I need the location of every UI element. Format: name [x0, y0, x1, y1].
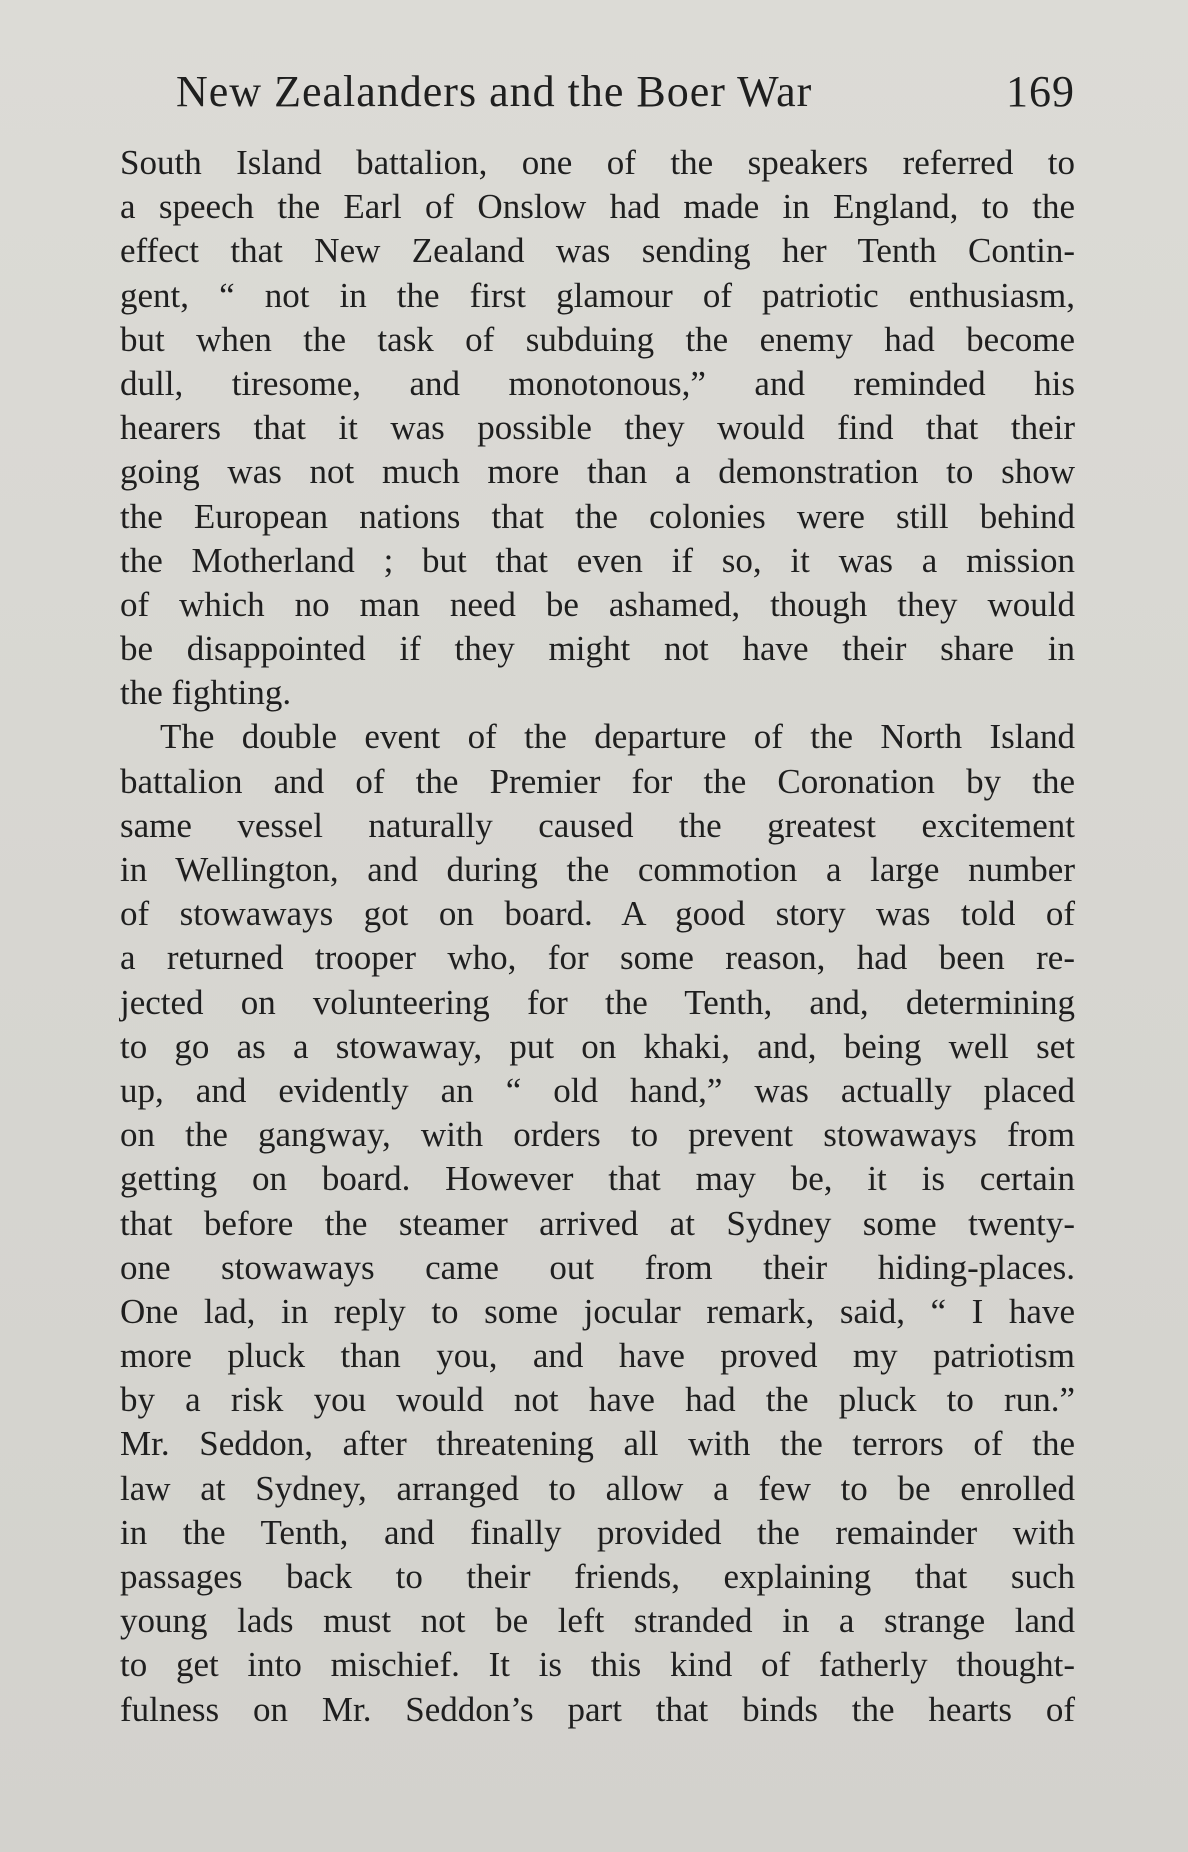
text-line: of which no man need be ashamed, though they would	[120, 584, 1075, 624]
text-line: a returned trooper who, for some reason, had been re-	[120, 938, 1075, 978]
text-line: battalion and of the Premier for the Coronation by the	[120, 761, 1075, 801]
text-line: the Motherland ; but that even if so, it was a mission	[120, 540, 1075, 580]
text-line: getting on board. However that may be, it is certain	[120, 1159, 1075, 1199]
text-line: a speech the Earl of Onslow had made in England, to the	[120, 187, 1075, 227]
text-line: by a risk you would not have had the pluck to run.”	[120, 1380, 1075, 1420]
text-line: in Wellington, and during the commotion a large number	[120, 850, 1075, 889]
paragraph-2	[120, 715, 1075, 1731]
text-line: passages back to their friends, explaining that such	[120, 1557, 1075, 1596]
text-line: fulness on Mr. Seddon’s part that binds the hearts of	[120, 1689, 1075, 1729]
running-title: New Zealanders and the Boer War	[176, 67, 813, 116]
text-line: to go as a stowaway, put on khaki, and, being well set	[120, 1026, 1075, 1066]
text-line: dull, tiresome, and monotonous,” and reminded his	[120, 363, 1075, 403]
text-line: of stowaways got on board. A good story was told of	[120, 894, 1075, 934]
text-line: but when the task of subduing the enemy had become	[120, 319, 1075, 359]
text-line: jected on volunteering for the Tenth, and, determining	[120, 982, 1075, 1022]
text-line: hearers that it was possible they would find that their	[120, 408, 1075, 448]
text-line: same vessel naturally caused the greatest excitement	[120, 805, 1075, 845]
text-line: the European nations that the colonies were still behind	[120, 496, 1075, 536]
text-line: The double event of the departure of the North Island	[160, 717, 1075, 757]
text-line: on the gangway, with orders to prevent stowaways from	[120, 1115, 1075, 1155]
text-line: young lads must not be left stranded in a strange land	[120, 1601, 1075, 1641]
page-number: 169	[1006, 67, 1075, 116]
text-line: one stowaways came out from their hiding-places.	[120, 1247, 1075, 1287]
paragraph-1	[120, 141, 1075, 715]
body-text	[120, 141, 1075, 1732]
text-line: effect that New Zealand was sending her Tenth Contin-	[120, 231, 1075, 271]
running-head	[120, 62, 1075, 122]
text-line: up, and evidently an “ old hand,” was actually placed	[120, 1070, 1075, 1110]
text-line: more pluck than you, and have proved my patriotism	[120, 1336, 1075, 1376]
text-line: going was not much more than a demonstration to show	[120, 452, 1075, 492]
text-line: be disappointed if they might not have their share in	[120, 629, 1075, 669]
text-line: in the Tenth, and finally provided the remainder with	[120, 1512, 1075, 1552]
text-line: law at Sydney, arranged to allow a few to be enrolled	[120, 1468, 1075, 1508]
text-line: that before the steamer arrived at Sydney some twenty-	[120, 1203, 1075, 1243]
text-line: gent, “ not in the first glamour of patriotic enthusiasm,	[120, 275, 1075, 315]
text-line: South Island battalion, one of the speakers referred to	[120, 143, 1075, 182]
text-line: the fighting.	[120, 673, 292, 713]
text-line: to get into mischief. It is this kind of fatherly thought-	[120, 1645, 1075, 1685]
text-line: Mr. Seddon, after threatening all with the terrors of the	[120, 1424, 1075, 1464]
text-line: One lad, in reply to some jocular remark, said, “ I have	[120, 1291, 1075, 1331]
